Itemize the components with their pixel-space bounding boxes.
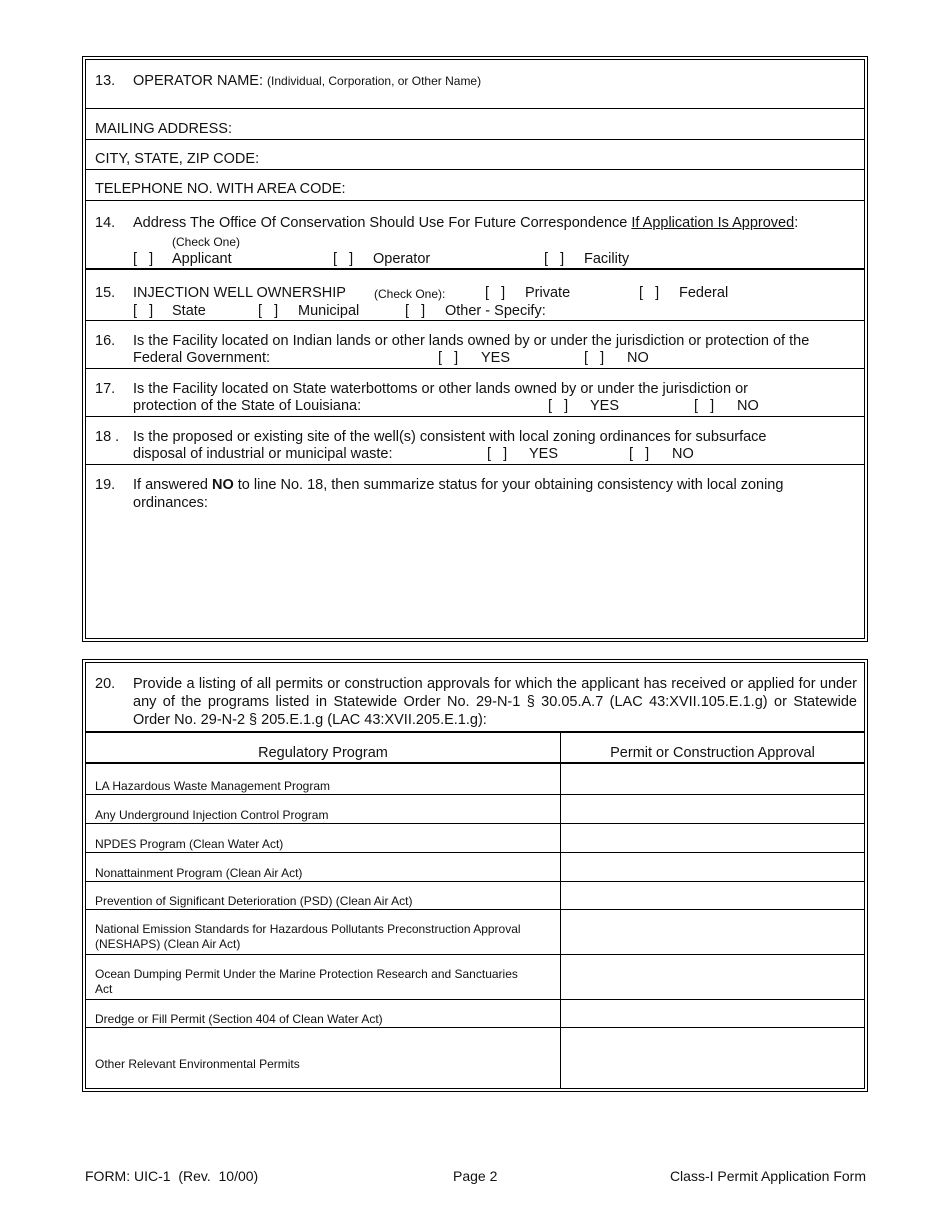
q16-line2: Federal Government: [133, 350, 271, 366]
q14-number: 14. [95, 215, 116, 231]
q15-municipal-checkbox[interactable]: [ ] [258, 303, 279, 319]
q13-number: 13. [95, 73, 116, 89]
col-header-regulatory-program: Regulatory Program [258, 745, 388, 761]
q16-yes-checkbox[interactable]: [ ] [438, 350, 459, 366]
section-2-box [85, 662, 865, 1089]
footer-form-title: Class-I Permit Application Form [669, 1168, 866, 1184]
q19-answer-area[interactable] [133, 515, 853, 630]
q17-number: 17. [95, 381, 116, 397]
q15-other-checkbox[interactable]: [ ] [405, 303, 426, 319]
table-row-label: Other Relevant Environmental Permits [95, 1057, 300, 1071]
q14-text-underlined: If Application Is Approved [631, 215, 795, 231]
q19-text-a: If answered [133, 477, 212, 493]
q15-state-label: State [172, 303, 206, 319]
divider [86, 416, 864, 417]
q19-line1 [133, 477, 783, 494]
q19-text-bold: NO [212, 477, 234, 493]
table-row-label: Nonattainment Program (Clean Air Act) [95, 866, 303, 880]
q15-check-one: (Check One): [374, 287, 446, 301]
city-state-zip-label: CITY, STATE, ZIP CODE: [95, 151, 260, 167]
q14-applicant-label: Applicant [172, 251, 232, 267]
q14-operator-checkbox[interactable]: [ ] [333, 251, 354, 267]
q14-applicant-checkbox[interactable]: [ ] [133, 251, 154, 267]
table-row-label: Ocean Dumping Permit Under the Marine Protection Research and Sanctuaries Act [95, 967, 518, 996]
permit-cell[interactable] [561, 1028, 864, 1086]
q17-no-checkbox[interactable]: [ ] [694, 398, 715, 414]
q18-no-label: NO [672, 446, 694, 462]
q18-line2: disposal of industrial or municipal waste: [133, 446, 393, 462]
q15-private-label: Private [525, 285, 571, 301]
divider [86, 731, 864, 733]
permit-cell[interactable] [561, 824, 864, 852]
q15-federal-checkbox[interactable]: [ ] [639, 285, 660, 301]
telephone-label: TELEPHONE NO. WITH AREA CODE: [95, 181, 346, 197]
q18-yes-checkbox[interactable]: [ ] [487, 446, 508, 462]
divider [86, 169, 864, 170]
q14-text-b: : [794, 215, 799, 231]
q18-yes-label: YES [529, 446, 559, 462]
q18-number: 18 . [95, 429, 120, 445]
footer-page-number: Page 2 [453, 1168, 498, 1184]
q14-facility-label: Facility [584, 251, 630, 267]
divider [86, 268, 864, 270]
q15-state-checkbox[interactable]: [ ] [133, 303, 154, 319]
divider [86, 139, 864, 140]
permit-cell[interactable] [561, 910, 864, 954]
permit-cell[interactable] [561, 882, 864, 909]
q13-note: (Individual, Corporation, or Other Name) [267, 74, 482, 88]
q17-no-label: NO [737, 398, 759, 414]
q14-text-a: Address The Office Of Conservation Should Use For Future Correspondence [133, 215, 632, 231]
q19-text-c: to line No. 18, then summarize status for your obtaining consistency with local zoning [233, 477, 784, 493]
q15-private-checkbox[interactable]: [ ] [485, 285, 506, 301]
q20-text: Provide a listing of all permits or construction approvals for which the applicant has received or applied for under any of the programs listed in Statewide Order No. 29-N-1 § 30.05.A.7 (LAC 43:XVII.105.E.1.g) or Statewide Order No. 29-N-2 § 205.E.1.g (LAC 43:XVII.205.E.1.g): [133, 676, 857, 728]
q16-no-label: NO [627, 350, 649, 366]
table-row-label: Any Underground Injection Control Program [95, 808, 329, 822]
q15-number: 15. [95, 285, 116, 301]
q16-yes-label: YES [481, 350, 511, 366]
q14-check-one: (Check One) [172, 235, 241, 249]
q16-number: 16. [95, 333, 116, 349]
q19-number: 19. [95, 477, 116, 493]
q14-text [133, 215, 798, 232]
table-row-label: NPDES Program (Clean Water Act) [95, 837, 284, 851]
divider [86, 108, 864, 109]
table-row-label: LA Hazardous Waste Management Program [95, 779, 331, 793]
q16-no-checkbox[interactable]: [ ] [584, 350, 605, 366]
q15-other-label: Other - Specify: [445, 303, 546, 319]
q16-line1: Is the Facility located on Indian lands or other lands owned by or under the jurisdiction or protection of the [133, 333, 810, 349]
q15-federal-label: Federal [679, 285, 729, 301]
section-1-box [85, 59, 865, 639]
col-header-permit-approval: Permit or Construction Approval [610, 745, 815, 761]
q17-yes-checkbox[interactable]: [ ] [548, 398, 569, 414]
q13-label-text: OPERATOR NAME: [133, 73, 263, 89]
table-row-label: Dredge or Fill Permit (Section 404 of Clean Water Act) [95, 1012, 383, 1026]
footer-form-id: FORM: UIC-1 (Rev. 10/00) [85, 1168, 259, 1184]
q14-facility-checkbox[interactable]: [ ] [544, 251, 565, 267]
divider [86, 464, 864, 465]
q20-number: 20. [95, 676, 116, 692]
permit-cell[interactable] [561, 955, 864, 999]
permit-cell[interactable] [561, 795, 864, 823]
q17-line2: protection of the State of Louisiana: [133, 398, 362, 414]
permit-cell[interactable] [561, 853, 864, 881]
mailing-address-label: MAILING ADDRESS: [95, 121, 232, 137]
q19-line2: ordinances: [133, 495, 208, 511]
q15-municipal-label: Municipal [298, 303, 360, 319]
divider [86, 368, 864, 369]
q15-label: INJECTION WELL OWNERSHIP [133, 285, 346, 301]
q14-operator-label: Operator [373, 251, 431, 267]
q18-line1: Is the proposed or existing site of the well(s) consistent with local zoning ordinances for subsurface [133, 429, 767, 445]
table-row-label: National Emission Standards for Hazardous Pollutants Preconstruction Approval (NESHAPS) (Clean Air Act) [95, 922, 521, 951]
q13-label [133, 73, 481, 90]
divider [86, 200, 864, 201]
permit-cell[interactable] [561, 764, 864, 794]
table-row-label: Prevention of Significant Deterioration (PSD) (Clean Air Act) [95, 894, 413, 908]
divider [86, 320, 864, 321]
q18-no-checkbox[interactable]: [ ] [629, 446, 650, 462]
q17-yes-label: YES [590, 398, 620, 414]
permit-cell[interactable] [561, 1000, 864, 1027]
q17-line1: Is the Facility located on State waterbottoms or other lands owned by or under the jurisdiction or [133, 381, 748, 397]
